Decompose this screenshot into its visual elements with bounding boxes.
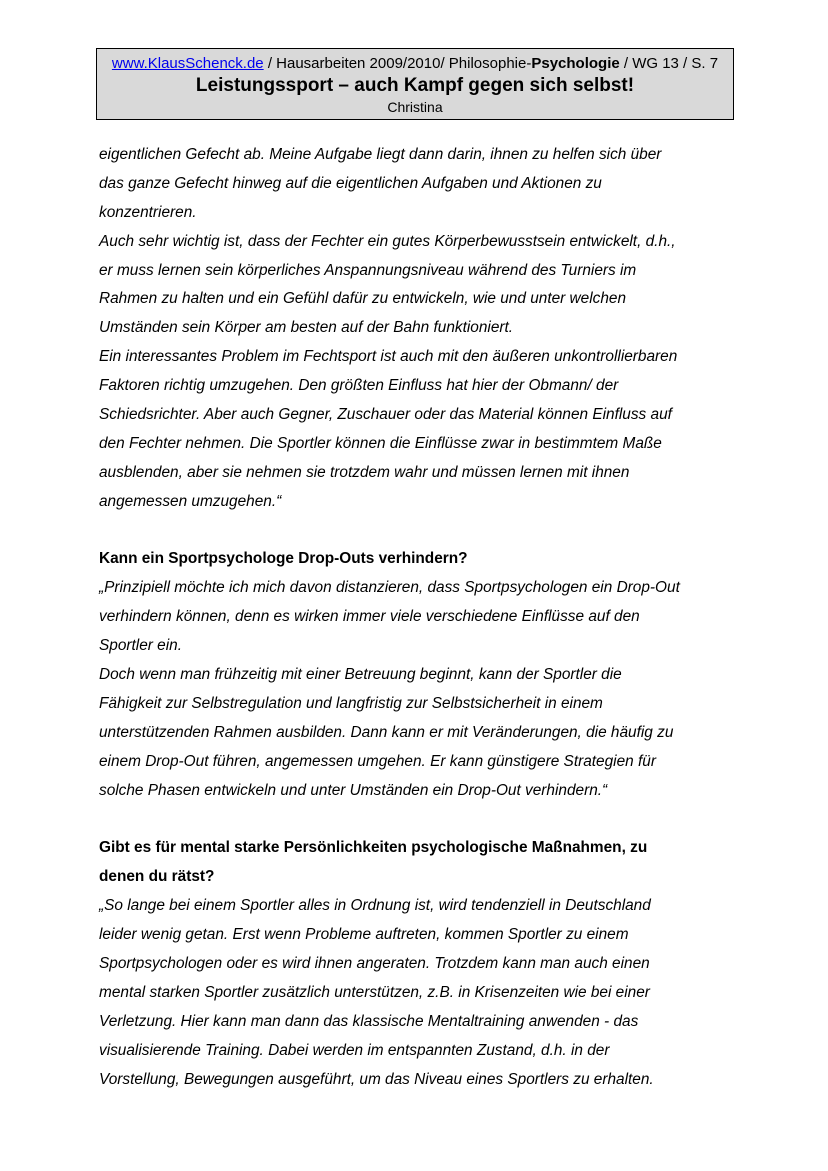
body-line: Ein interessantes Problem im Fechtsport ist auch mit den äußeren unkontrollierbaren <box>99 348 678 366</box>
body-line: er muss lernen sein körperliches Anspannungsniveau während des Turniers im <box>99 261 637 279</box>
question-heading: Kann ein Sportpsychologe Drop-Outs verhindern? <box>99 550 468 568</box>
document-title: Leistungssport – auch Kampf gegen sich selbst! <box>195 75 635 96</box>
header-path-post: / WG 13 / S. 7 <box>619 55 719 72</box>
answer-line: leider wenig getan. Erst wenn Probleme auftreten, kommen Sportler zu einem <box>99 926 629 944</box>
answer-line: „Prinzipiell möchte ich mich davon distanzieren, dass Sportpsychologen ein Drop-Out <box>99 579 680 597</box>
answer-line: unterstützenden Rahmen ausbilden. Dann kann er mit Veränderungen, die häufig zu <box>99 723 674 741</box>
answer-line: Doch wenn man frühzeitig mit einer Betreuung beginnt, kann der Sportler die <box>99 666 622 684</box>
author-name: Christina <box>387 99 443 115</box>
body-line: Umständen sein Körper am besten auf der Bahn funktioniert. <box>99 319 514 337</box>
answer-line: Sportler ein. <box>99 637 182 655</box>
answer-line: Vorstellung, Bewegungen ausgeführt, um das Niveau eines Sportlers zu erhalten. <box>99 1070 654 1088</box>
body-line: eigentlichen Gefecht ab. Meine Aufgabe liegt dann darin, ihnen zu helfen sich über <box>99 146 662 163</box>
body-line: Schiedsrichter. Aber auch Gegner, Zuschauer oder das Material können Einfluss auf <box>99 406 672 424</box>
header-meta-line <box>97 55 733 73</box>
body-line: konzentrieren. <box>99 203 197 221</box>
document-body <box>99 141 739 1094</box>
page-header <box>96 48 734 120</box>
question-heading: denen du rätst? <box>99 868 215 886</box>
answer-line: Fähigkeit zur Selbstregulation und langfristig zur Selbstsicherheit in einem <box>99 694 603 712</box>
header-path-pre: / Hausarbeiten 2009/2010/ Philosophie- <box>263 55 532 72</box>
body-line: ausblenden, aber sie nehmen sie trotzdem wahr und müssen lernen mit ihnen <box>99 463 630 481</box>
answer-line: verhindern können, denn es wirken immer viele verschiedene Einflüsse auf den <box>99 608 640 626</box>
question-heading: Gibt es für mental starke Persönlichkeiten psychologische Maßnahmen, zu <box>99 839 648 857</box>
body-line: Faktoren richtig umzugehen. Den größten Einfluss hat hier der Obmann/ der <box>99 377 619 395</box>
website-link[interactable]: www.KlausSchenck.de <box>111 55 264 72</box>
answer-line: Verletzung. Hier kann man dann das klassische Mentaltraining anwenden - das <box>99 1012 639 1030</box>
paragraph-gap <box>99 805 739 834</box>
body-line: angemessen umzugehen.“ <box>99 492 282 510</box>
answer-line: solche Phasen entwickeln und unter Umständen ein Drop-Out verhindern.“ <box>99 781 608 799</box>
answer-line: „So lange bei einem Sportler alles in Ordnung ist, wird tendenziell in Deutschland <box>99 897 651 915</box>
body-line: das ganze Gefecht hinweg auf die eigentlichen Aufgaben und Aktionen zu <box>99 174 602 192</box>
body-line: Rahmen zu halten und ein Gefühl dafür zu entwickeln, wie und unter welchen <box>99 290 627 308</box>
header-subject: Psychologie <box>531 55 620 72</box>
answer-line: visualisierende Training. Dabei werden im entspannten Zustand, d.h. in der <box>99 1041 610 1059</box>
answer-line: einem Drop-Out führen, angemessen umgehen. Er kann günstigere Strategien für <box>99 752 656 770</box>
answer-line: mental starken Sportler zusätzlich unterstützen, z.B. in Krisenzeiten wie bei einer <box>99 983 650 1001</box>
answer-line: Sportpsychologen oder es wird ihnen angeraten. Trotzdem kann man auch einen <box>99 954 650 972</box>
body-line: den Fechter nehmen. Die Sportler können die Einflüsse zwar in bestimmtem Maße <box>99 434 662 452</box>
body-line: Auch sehr wichtig ist, dass der Fechter ein gutes Körperbewusstsein entwickelt, d.h., <box>99 232 676 250</box>
paragraph-gap <box>99 517 739 546</box>
